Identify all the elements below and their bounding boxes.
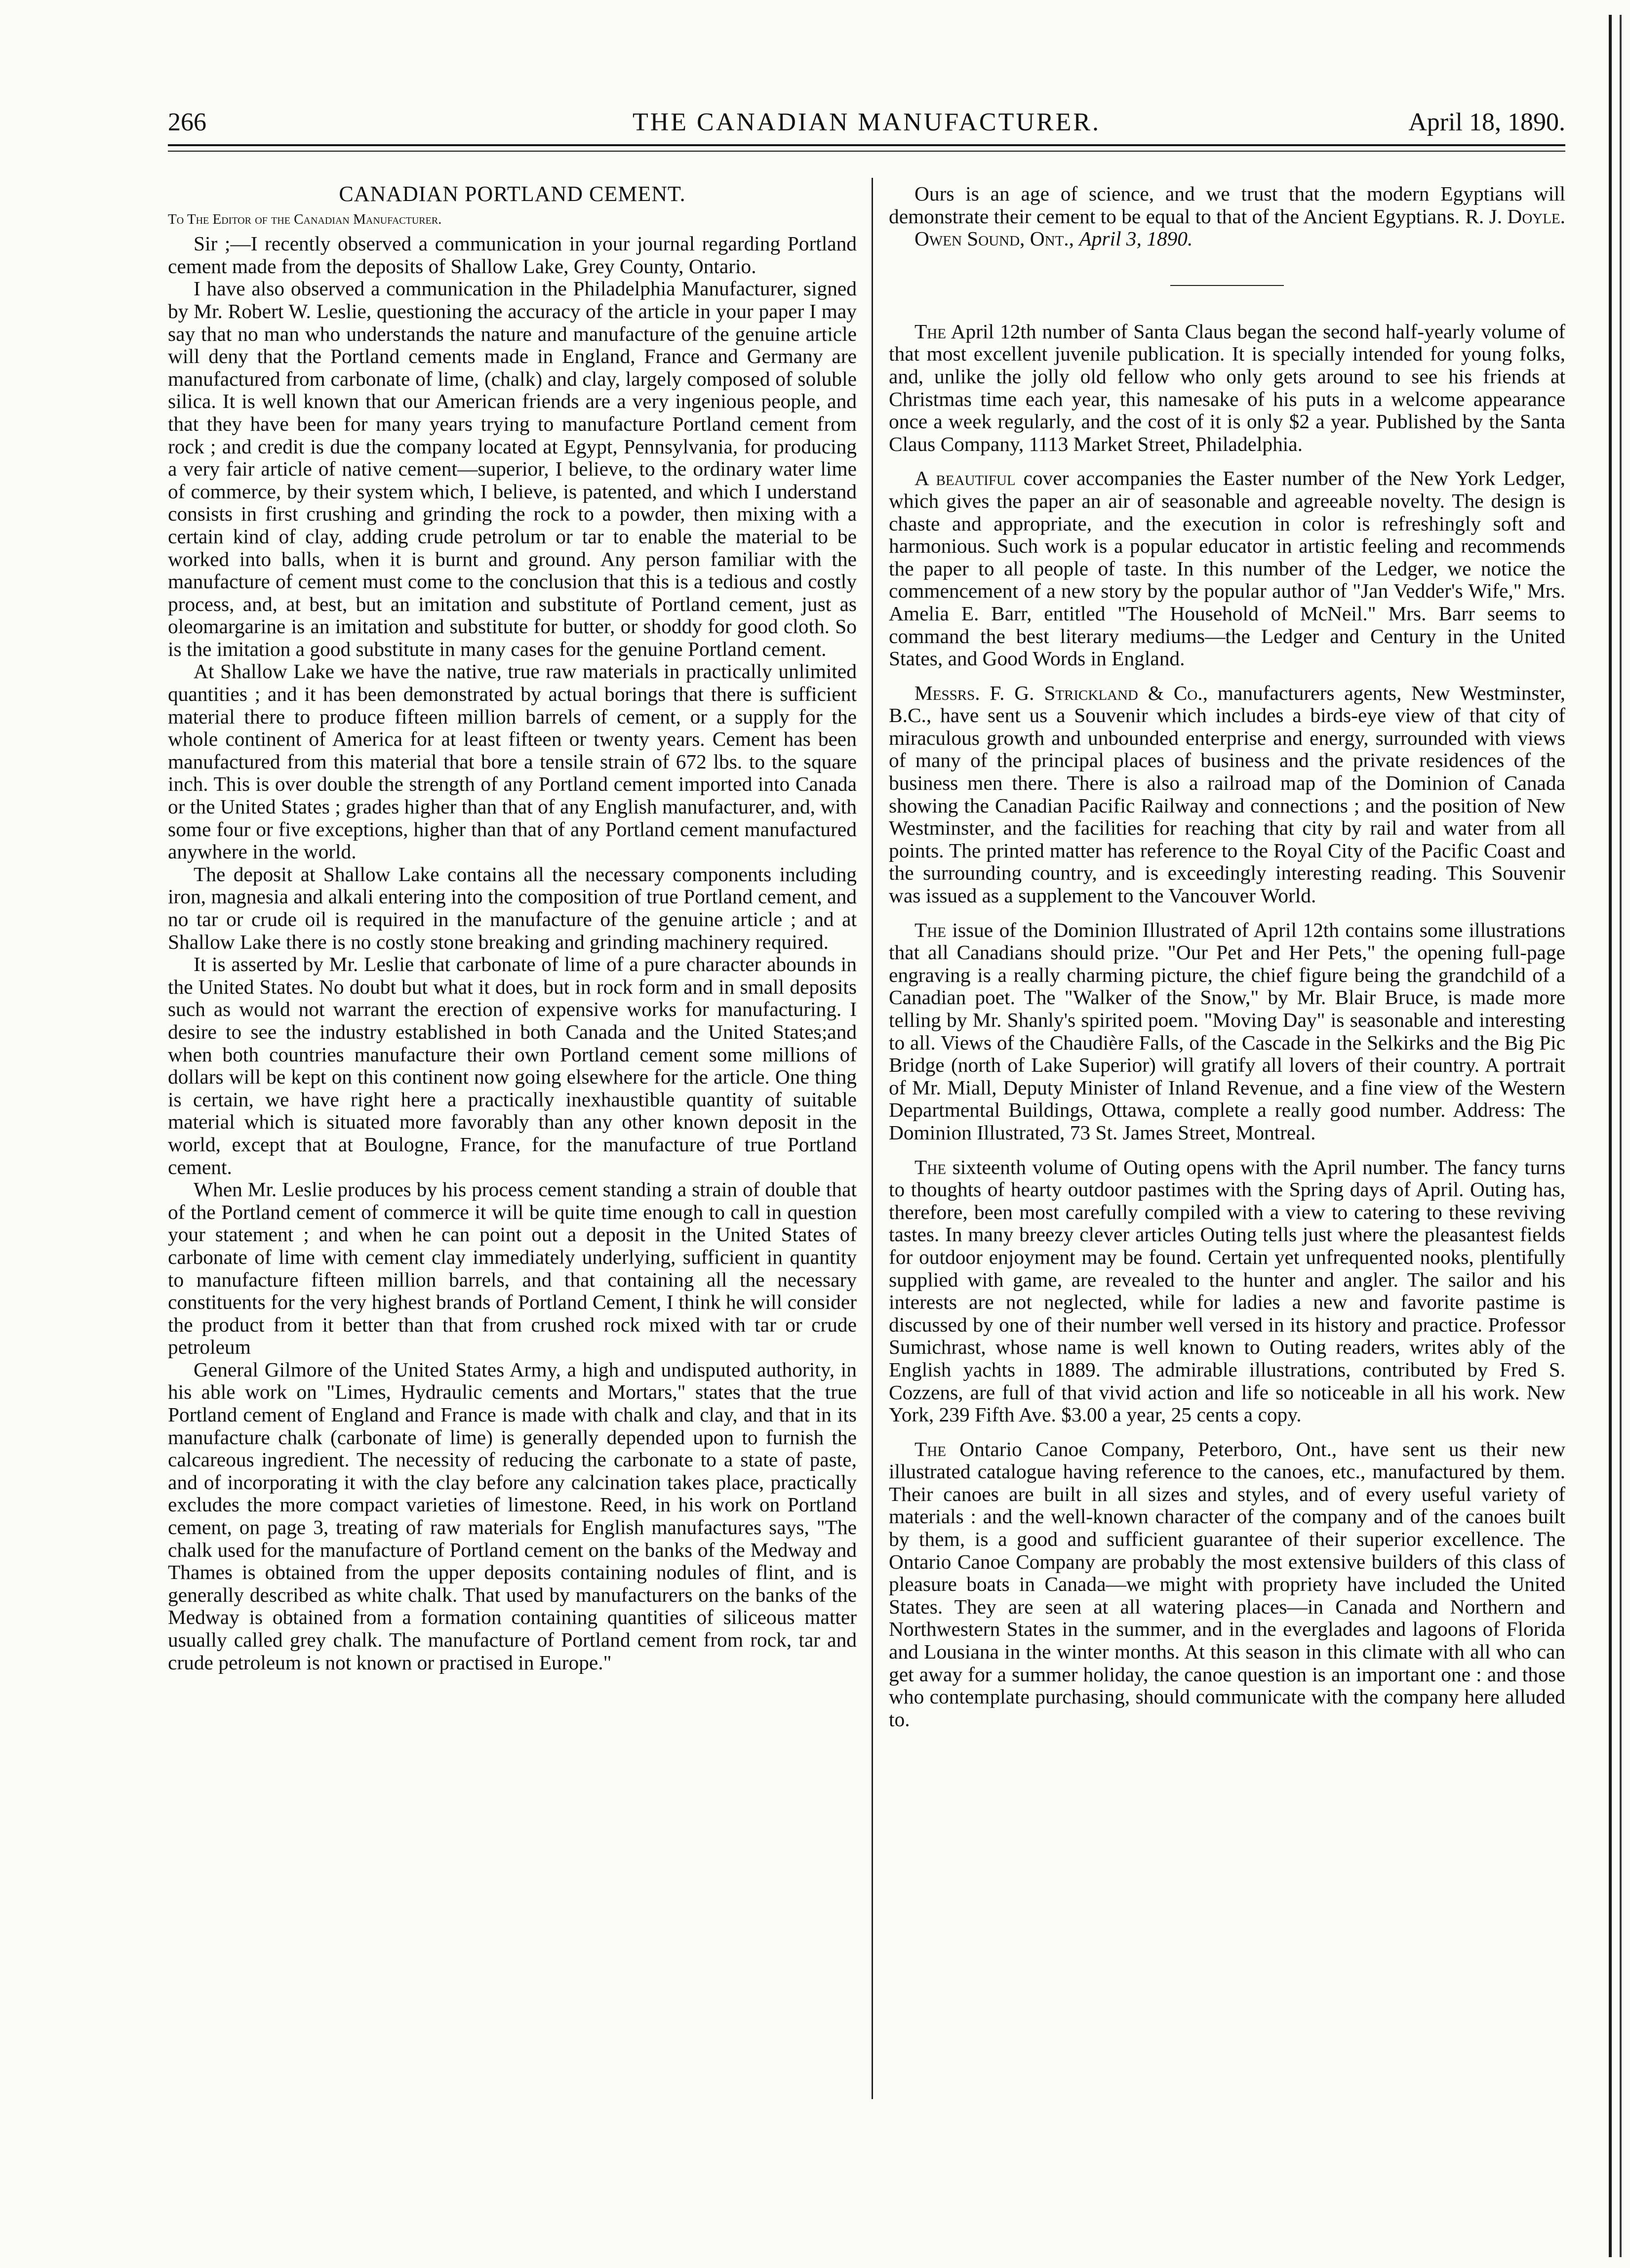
notice-paragraph: A beautiful cover accompanies the Easter number of the New York Ledger, which gives the paper an air of seasonable and agreeable novelty. The design is chaste and appropriate, and the execution in color is refreshingly soft and harmonious. Such work is a popular educator in artistic feeling and recommends the paper to all people of taste. In this number of the Ledger, we notice the commencement of a new story by the popular author of "Jan Vedder's Wife," Mrs. Amelia E. Barr, entitled "The Household of McNeil." Mrs. Barr seems to command the best literary mediums—the Ledger and Century in the United States, and Good Words in England. <box>889 467 1565 670</box>
left-column <box>168 183 857 2237</box>
notice-paragraph: Messrs. F. G. Strickland & Co., manufacturers agents, New Westminster, B.C., have sent us a Souvenir which includes a birds-eye view of that city of miraculous growth and unbounded enterprise and energy, surrounded with views of many of the principal places of business and the private residences of the business men there. There is also a railroad map of the Dominion of Canada showing the Canadian Pacific Railway and connections ; and the position of New Westminster, and the facilities for reaching that city by rail and water from all points. The printed matter has reference to the Royal City of the Pacific Coast and the surrounding country, and is exceedingly interesting reading. This Souvenir was issued as a supplement to the Vancouver World. <box>889 681 1565 907</box>
article-dateline: Owen Sound, Ont., April 3, 1890. <box>914 227 1193 250</box>
notice-paragraph: The issue of the Dominion Illustrated of April 12th contains some illustrations that all Canadians should prize. "Our Pet and Her Pets," the opening full-page engraving is a really charming picture, the chief figure being the grandchild of a Canadian poet. The "Walker of the Snow," by Mr. Blair Bruce, is made more telling by Mr. Shanly's spirited poem. "Moving Day" is seasonable and interesting to all. Views of the Chaudière Falls, of the Cascade in the Selkirks and the Big Pic Bridge (north of Lake Superior) will gratify all lovers of their country. A portrait of Mr. Miall, Deputy Minister of Inland Revenue, and a fine view of the Western Departmental Buildings, Ottawa, complete a really good number. Address: The Dominion Illustrated, 73 St. James Street, Montreal. <box>889 918 1565 1144</box>
page-edge-rule <box>1620 15 1622 2257</box>
article-paragraph: Sir ;—I recently observed a communication in your journal regarding Portland cement made from the deposits of Shallow Lake, Grey County, Ontario. <box>168 232 857 278</box>
section-divider <box>1170 285 1284 286</box>
article-paragraph: The deposit at Shallow Lake contains all the necessary components including iron, magnesia and alkali entering into the composition of true Portland cement, and no tar or crude oil is required in the manufacture of the genuine article ; and at Shallow Lake there is no costly stone breaking and grinding machinery required. <box>168 862 857 953</box>
article-dedication: To The Editor of the Canadian Manufacturer. <box>168 211 442 227</box>
header-rule <box>168 151 1565 152</box>
publication-title: THE CANADIAN MANUFACTURER. <box>632 108 1101 136</box>
article-paragraph: I have also observed a communication in the Philadelphia Manufacturer, signed by Mr. Robert W. Leslie, questioning the accuracy of the article in your paper I may say that no man who understands the nature and manufacture of the genuine article will deny that the Portland cements made in England, France and Germany are manufactured from carbonate of lime, (chalk) and clay, largely composed of soluble silica. It is well known that our American friends are a very ingenious people, and that they have been for many years trying to manufacture Portland cement from rock ; and credit is due the company located at Egypt, Pennsylvania, for producing a very fair article of native cement—superior, I believe, to the ordinary water lime of commerce, by their system which, I believe, is patented, and which I understand consists in first crushing and grinding the rock to a powder, then mixing with a certain kind of clay, adding crude petrolum or tar to enable the material to be worked into balls, when it is burnt and ground. Any person familiar with the manufacture of cement must come to the conclusion that this is a tedious and costly process, and, at best, but an imitation and substitute of Portland cement, just as oleomargarine is an imitation and substitute for butter, or shoddy for good cloth. So is the imitation a good substitute in many cases for the genuine Portland cement. <box>168 277 857 660</box>
dedication-name: Canadian Manufacturer. <box>294 211 442 227</box>
column-divider <box>872 178 873 2099</box>
article-paragraph: It is asserted by Mr. Leslie that carbonate of lime of a pure character abounds in the United States. No doubt but what it does, but in rock form and in small deposits such as would not warrant the erection of expensive works for manufacturing. I desire to see the industry established in both Canada and the United States;and when both countries manufacture their own Portland cement some millions of dollars will be kept on this continent now going elsewhere for the article. One thing is certain, we have right here a practically inexhaustible quantity of suitable material which is situated more favorably than any other known deposit in the world, except that at Boulogne, France, for the manufacture of true Portland cement. <box>168 953 857 1178</box>
article-paragraph: At Shallow Lake we have the native, true raw materials in practically unlimited quantities ; and it has been demonstrated by actual borings that there is sufficient material there to produce fifteen million barrels of cement, or a supply for the whole continent of America for at least fifteen or twenty years. Cement has been manufactured from this material that bore a tensile strain of 672 lbs. to the square inch. This is over double the strength of any Portland cement imported into Canada or the United States ; grades higher than that of any English manufacturer, and, with some four or five exceptions, higher than that of any Portland cement manufactured anywhere in the world. <box>168 660 857 863</box>
article-title: CANADIAN PORTLAND CEMENT. <box>339 183 686 206</box>
article-paragraph: General Gilmore of the United States Army, a high and undisputed authority, in his able work on "Limes, Hydraulic cements and Mortars," states that the true Portland cement of England and France is made with chalk and clay, and that in its manufacture chalk (carbonate of lime) is generally depended upon to furnish the calcareous ingredient. The necessity of reducing the carbonate to a state of paste, and of incorporating it with the clay before any calcination takes place, practically excludes the more compact varieties of limestone. Reed, in his work on Portland cement, on page 3, treating of raw materials for English manufactures says, "The chalk used for the manufacture of Portland cement on the banks of the Medway and Thames is obtained from the upper deposits containing nodules of flint, and is generally described as white chalk. That used by manufacturers on the banks of the Medway is obtained from a formation containing quantities of siliceous matter usually called grey chalk. The manufacture of Portland cement from rock, tar and crude petroleum is not known or practised in Europe." <box>168 1358 857 1674</box>
article-signature: R. J. Doyle. <box>1465 204 1565 228</box>
right-column <box>889 183 1565 2237</box>
notice-paragraph: The Ontario Canoe Company, Peterboro, Ont., have sent us their new illustrated catalogue having reference to the canoes, etc., manufactured by them. Their canoes are built in all sizes and styles, and of every useful variety of materials : and the well-known character of the company and of the canoes built by them, is a good and sufficient guarantee of their superior excellence. The Ontario Canoe Company are probably the most extensive builders of this class of pleasure boats in Canada—we might with propriety have included the United States. They are seen at all watering places—in Canada and Northern and Northwestern States in the summer, and in the everglades and lagoons of Florida and Lousiana in the winter months. At this season in this climate with all who can get away for a summer holiday, the canoe question is an important one : and those who contemplate purchasing, should communicate with the company here alluded to. <box>889 1437 1565 1731</box>
article-paragraph: When Mr. Leslie produces by his process cement standing a strain of double that of the Portland cement of commerce it will be quite time enough to call in question your statement ; and when he can point out a deposit in the United States of carbonate of lime with cement clay immediately underlying, sufficient in quantity to manufacture fifteen million barrels, and that containing all the necessary constituents for the very highest brands of Portland Cement, I think he will consider the product from it better than that from crushed rock mixed with tar or crude petroleum <box>168 1178 857 1359</box>
notice-paragraph: The April 12th number of Santa Claus began the second half-yearly volume of that most excellent juvenile publication. It is specially intended for young folks, and, unlike the jolly old fellow who only gets around to see his friends at Christmas time each year, this namesake of his puts in a welcome appearance once a week regularly, and the cost of it is only $2 a year. Published by the Santa Claus Company, 1113 Market Street, Philadelphia. <box>889 320 1565 455</box>
notice-paragraph: The sixteenth volume of Outing opens with the April number. The fancy turns to thoughts of hearty outdoor pastimes with the Spring days of April. Outing has, therefore, been most carefully compiled with a view to catering to these reviving tastes. In many breezy clever articles Outing tells just where the pleasantest fields for outdoor enjoyment may be found. Certain yet unfrequented nooks, plentifully supplied with game, are revealed to the hunter and angler. The sailor and his interests are not neglected, while for ladies a new and favorite pastime is discussed by one of their number well versed in its history and practice. Professor Sumichrast, whose name is well known to Outing readers, writes ably of the English yachts in 1889. The admirable illustrations, contributed by Fred S. Cozzens, are full of that vivid action and life so noticeable in all his work. New York, 239 Fifth Ave. $3.00 a year, 25 cents a copy. <box>889 1155 1565 1426</box>
page-edge-rule <box>1609 15 1612 2257</box>
page-number: 266 <box>168 108 206 136</box>
issue-date: April 18, 1890. <box>1408 108 1565 136</box>
header-rule <box>168 144 1565 146</box>
article-paragraph: Ours is an age of science, and we trust that the modern Egyptians will demonstrate their cement to be equal to that of the Ancient Egyptians. <box>889 183 1565 228</box>
